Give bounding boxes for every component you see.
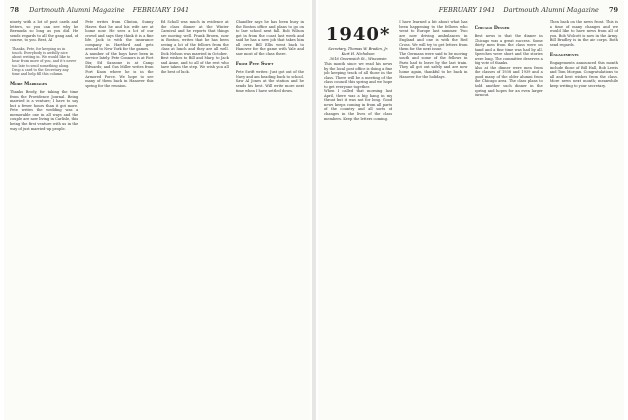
paragraph: Best wishes to Bill and Mary, to Jack and Anne, and to all of the rest who have taken the step. We wish you all the best of luck. — [160, 56, 229, 75]
paragraph: When I called that morning last April, there was a big hang in my throat but it was not for long. Good news keeps coming in from all parts of the country and all sorts of changes in the lives of the class members. Keep the letters coming. — [324, 89, 393, 121]
paragraph: This month since we read his news by the local post office is doing a fine job keeping track of all those in the class. There will be a meeting of the class council this spring and we hope to get everyone together. — [324, 62, 393, 89]
left-page-header — [10, 6, 304, 16]
paragraph: Chandler says he has been busy in the Boston office and plans to go on to law school next fall. Bob Wilson got in from the coast last week and said he has a new job that takes him all over. Bill Ellis went back to Hanover for the game with Yale and saw most of the class there. — [235, 20, 304, 56]
left-column-4 — [236, 20, 304, 414]
paragraph: Then back on the news front. This is a time of many changes and we would like to have news from all of you. Bob Wolcott is now in the Army. Bill Bradley is in the air corps. Both send regards. — [549, 20, 618, 47]
paragraph: Best news is that the dinner in Chicago was a great success. Some thirty men from the class were on hand and a fine time was had by all. Speeches were short and the stories were long. The committee deserves a big vote of thanks. — [474, 34, 543, 66]
left-page — [4, 0, 310, 420]
paragraph: Pete Swift writes: Just got out of the Navy and am heading back to school. Saw Al Jones at the station and he sends his best. Will write more next time when I have settled down. — [235, 70, 304, 93]
left-page-columns — [10, 20, 304, 414]
right-column-3 — [475, 20, 543, 414]
right-column-1 — [324, 20, 392, 414]
paragraph: Engagements announced this month include those of Bill Hall, Bob Lewis and Tom Morgan. Congratulations to all and best wishes from the class. More news next month; meanwhile keep writing to your secretary. — [549, 61, 618, 89]
left-column-1 — [10, 20, 78, 414]
left-page-date: FEBRUARY 1941 — [132, 6, 190, 14]
right-column-4 — [550, 20, 618, 414]
right-column-2 — [399, 20, 467, 414]
paragraph: Ed Scholl was much in evidence at the class dinner at the Winter Carnival and he reports that things are moving well. Frank Brown, now in Boston, writes that he has been seeing a lot of the fellows from the class at lunch and they are all well. Dick Nelson was married in October. — [160, 20, 229, 56]
left-page-number: 78 — [10, 6, 20, 14]
paragraph: Pete writes from Clinton, Sunny Haves that he and his wife are at home now. He sees a lot of our crowd and says they think it is a fine life. Jack is with the insurance company in Hartford and gets around to New York for the games. — [85, 20, 154, 52]
left-column-2 — [85, 20, 153, 414]
right-page-columns — [324, 20, 618, 414]
quoted-letter: Thanks, Pete, for keeping us in touch. Everybody is awfully nice about writing in. We would like to hear from more of you, and it's never too late to send something along. Drop a card to the Secretary any time and help fill this column. — [12, 46, 77, 76]
secretary-address-2: 3016 Greenwich St., Wisconsin — [329, 57, 387, 61]
right-page-date: FEBRUARY 1941 — [438, 6, 496, 14]
left-page-magazine: Dartmouth Alumni Magazine — [29, 6, 125, 14]
paragraph: A number of the boys have been in service lately. Pete Connors is at Fort Dix; Ed Sansone is at Camp Edwards; and Gus Miller writes from Fort Knox where he is in the Armored Force. We hope to see many of them back in Hanover this spring for the reunion. — [85, 51, 154, 88]
paragraph: Thanks Brody, for taking the time from the Providence Journal. Being married is a venture; I have to say but a fewer hours than it got more. Pete writes the wedding was a memorable one in all ways and the couple are now living in Carlisle, this being the first venture with us in the way of just married-up people. — [10, 90, 79, 131]
secretary-address-1: Kurt H. Nicholson — [341, 52, 375, 56]
right-page-header — [324, 6, 618, 16]
section-heading-engagements: Engagements — [549, 53, 579, 59]
paragraph: ninety with a lot of post cards and letters, so you can see why he Bermuda so long as you did. He sends regards to all the gang and, of course, to you. Best, Al — [10, 20, 79, 43]
paragraph: Also at the dinner were men from the classes of 1938 and 1939 and a good many of the older alumni from the Chicago area. The class plans to hold another such dinner in the spring and hopes for an even larger turnout. — [474, 65, 543, 98]
section-heading-pete-swift: From Pete Swift — [235, 62, 274, 68]
right-page-number: 79 — [608, 6, 618, 14]
page-gutter — [312, 0, 316, 420]
class-year-heading: 1940* — [325, 24, 391, 45]
section-heading-chicago-dinner: Chicago Dinner — [474, 26, 510, 31]
right-page-magazine: Dartmouth Alumni Magazine — [503, 6, 599, 14]
left-column-3 — [161, 20, 229, 414]
class-secretary: Secretary, Thomas W. Braden, Jr. — [328, 47, 389, 51]
paragraph: The Germans were said to be moving south and some of the fellows in Paris had to leave by the last train. They all got out safely and are now home again, thankful to be back in Hanover for the holidays. — [399, 51, 468, 79]
paragraph: I have learned a bit about what has been happening to the fellows who went to Europe last summer. Two are now driving ambulances in England and one is with the Red Cross. We will try to get letters from them for the next issue. — [399, 20, 468, 52]
section-heading-marriages: More Marriages — [10, 82, 48, 88]
right-page — [318, 0, 624, 420]
